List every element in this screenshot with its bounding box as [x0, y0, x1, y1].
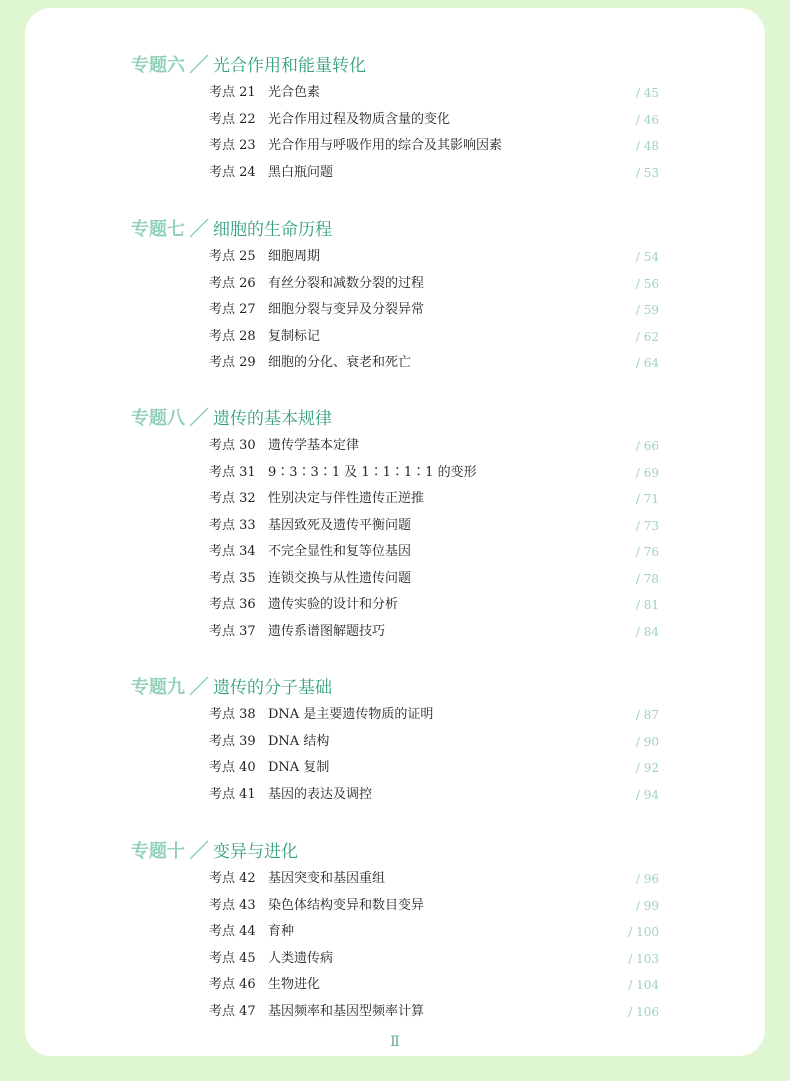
- entry-title: 性别决定与伴性遗传正逆推: [268, 491, 425, 506]
- toc-entry[interactable]: [25, 919, 765, 945]
- entry-code: 考点 22: [209, 111, 256, 127]
- toc-page: [25, 8, 765, 1056]
- toc-entry[interactable]: [25, 297, 765, 323]
- entry-page: / 99: [635, 898, 659, 913]
- entry-page: / 78: [635, 571, 659, 586]
- entry-title: DNA 复制: [268, 760, 330, 775]
- section-label: 专题六: [131, 55, 185, 76]
- section-title: [131, 52, 366, 80]
- toc-entry[interactable]: [25, 893, 765, 919]
- section-label: 专题八: [131, 408, 185, 429]
- toc-entry[interactable]: [25, 782, 765, 808]
- entry-title: 基因突变和基因重组: [268, 871, 386, 886]
- entry-code: 考点 42: [209, 871, 256, 886]
- entry-code: 考点 46: [209, 977, 256, 992]
- entry-title: 遗传学基本定律: [268, 438, 360, 453]
- section-title: [131, 674, 332, 702]
- entry-page: / 54: [635, 250, 659, 264]
- entry-page: / 90: [635, 734, 659, 749]
- entry-page: / 92: [635, 761, 659, 775]
- section-label: 专题九: [131, 677, 185, 698]
- entry-page: / 59: [635, 303, 659, 317]
- toc-entry[interactable]: [25, 80, 765, 106]
- toc-entry[interactable]: [25, 702, 765, 728]
- entry-code: 考点 43: [209, 897, 256, 913]
- section-title: [131, 838, 298, 866]
- entry-title: 人类遗传病: [268, 950, 334, 966]
- entry-code: 考点 34: [209, 544, 256, 559]
- entry-page: / 66: [635, 439, 659, 453]
- entry-page: / 71: [635, 492, 659, 506]
- entry-page: / 64: [635, 356, 659, 370]
- entry-page: / 69: [635, 465, 659, 480]
- entry-page: / 96: [635, 872, 659, 886]
- section-name: 细胞的生命历程: [213, 220, 332, 240]
- toc-entry[interactable]: [25, 729, 765, 755]
- toc-entry[interactable]: [25, 513, 765, 539]
- toc-entry[interactable]: [25, 324, 765, 350]
- slash-divider-icon: [187, 406, 211, 428]
- entry-page: / 56: [635, 276, 659, 291]
- entry-title: 基因致死及遗传平衡问题: [268, 517, 412, 533]
- slash-divider-icon: [187, 217, 211, 239]
- section-label: 专题七: [131, 219, 185, 240]
- entry-title: 黑白瓶问题: [268, 164, 334, 180]
- entry-page: / 106: [628, 1004, 659, 1019]
- entry-page: / 100: [628, 925, 659, 939]
- toc-entry[interactable]: [25, 244, 765, 270]
- entry-title: 连锁交换与从性遗传问题: [268, 570, 412, 586]
- toc-entry[interactable]: [25, 619, 765, 645]
- section-name: 遗传的分子基础: [213, 678, 332, 698]
- entry-code: 考点 32: [209, 491, 256, 506]
- toc-entry[interactable]: [25, 433, 765, 459]
- entry-title: 育种: [268, 924, 295, 939]
- toc-entry[interactable]: [25, 999, 765, 1025]
- entry-page: / 103: [628, 951, 659, 966]
- slash-divider-icon: [187, 839, 211, 861]
- entry-title: 遗传实验的设计和分析: [268, 597, 399, 612]
- entry-title: 有丝分裂和减数分裂的过程: [268, 275, 425, 291]
- entry-title: 遗传系谱图解题技巧: [268, 623, 386, 639]
- slash-divider-icon: [187, 53, 211, 75]
- entry-code: 考点 39: [209, 733, 256, 749]
- toc-entry[interactable]: [25, 350, 765, 376]
- entry-code: 考点 45: [209, 950, 256, 966]
- entry-code: 考点 40: [209, 760, 256, 775]
- entry-code: 考点 26: [209, 275, 256, 291]
- section-name: 光合作用和能量转化: [213, 56, 366, 76]
- entry-title: 不完全显性和复等位基因: [268, 544, 412, 559]
- entry-title: 9∶3∶3∶1 及 1∶1∶1∶1 的变形: [268, 464, 477, 480]
- entry-code: 考点 24: [209, 164, 256, 180]
- entry-title: 基因的表达及调控: [268, 786, 373, 802]
- section-name: 遗传的基本规律: [213, 409, 332, 429]
- slash-divider-icon: [187, 675, 211, 697]
- entry-code: 考点 21: [209, 85, 256, 100]
- entry-title: 细胞分裂与变异及分裂异常: [268, 302, 425, 317]
- entry-code: 考点 41: [209, 786, 256, 802]
- entry-code: 考点 37: [209, 623, 256, 639]
- toc-entry[interactable]: [25, 972, 765, 998]
- entry-code: 考点 23: [209, 138, 256, 153]
- entry-page: / 45: [635, 86, 659, 100]
- entry-title: 光合作用与呼吸作用的综合及其影响因素: [268, 138, 503, 153]
- entry-page: / 87: [635, 708, 659, 722]
- toc-entry[interactable]: [25, 866, 765, 892]
- entry-page: / 76: [635, 545, 659, 559]
- entry-page: / 94: [635, 787, 659, 802]
- entry-page: / 62: [635, 329, 659, 344]
- section-label: 专题十: [131, 841, 185, 862]
- toc-entry[interactable]: [25, 460, 765, 486]
- page-number: Ⅱ: [390, 1034, 400, 1050]
- entry-code: 考点 30: [209, 438, 256, 453]
- entry-title: 光合作用过程及物质含量的变化: [268, 111, 451, 127]
- entry-code: 考点 25: [209, 249, 256, 264]
- entry-title: DNA 是主要遗传物质的证明: [268, 707, 434, 722]
- entry-page: / 53: [635, 165, 659, 180]
- entry-page: / 73: [635, 518, 659, 533]
- section-name: 变异与进化: [213, 842, 298, 862]
- entry-code: 考点 33: [209, 517, 256, 533]
- toc-entry[interactable]: [25, 271, 765, 297]
- entry-page: / 48: [635, 139, 659, 153]
- entry-title: 细胞的分化、衰老和死亡: [268, 355, 412, 370]
- entry-code: 考点 27: [209, 302, 256, 317]
- toc-entry[interactable]: [25, 160, 765, 186]
- entry-title: 光合色素: [268, 85, 321, 100]
- toc-entry[interactable]: [25, 755, 765, 781]
- entry-title: 基因频率和基因型频率计算: [268, 1003, 425, 1019]
- entry-code: 考点 38: [209, 707, 256, 722]
- section-title: [131, 405, 332, 433]
- entry-page: / 84: [635, 624, 659, 639]
- entry-code: 考点 35: [209, 570, 256, 586]
- entry-code: 考点 28: [209, 328, 256, 344]
- entry-title: 复制标记: [268, 328, 321, 344]
- toc-entry[interactable]: [25, 946, 765, 972]
- toc-entry[interactable]: [25, 592, 765, 618]
- toc-entry[interactable]: [25, 539, 765, 565]
- entry-title: 生物进化: [268, 977, 321, 992]
- entry-code: 考点 47: [209, 1003, 256, 1019]
- entry-page: / 81: [635, 598, 659, 612]
- toc-entry[interactable]: [25, 107, 765, 133]
- entry-title: DNA 结构: [268, 733, 330, 749]
- entry-title: 染色体结构变异和数目变异: [268, 897, 425, 913]
- entry-title: 细胞周期: [268, 249, 321, 264]
- section-title: [131, 216, 332, 244]
- toc-entry[interactable]: [25, 486, 765, 512]
- entry-page: / 46: [635, 112, 659, 127]
- toc-entry[interactable]: [25, 566, 765, 592]
- entry-code: 考点 29: [209, 355, 256, 370]
- entry-code: 考点 44: [209, 924, 256, 939]
- entry-code: 考点 31: [209, 464, 256, 480]
- entry-page: / 104: [628, 978, 659, 992]
- entry-code: 考点 36: [209, 597, 256, 612]
- toc-entry[interactable]: [25, 133, 765, 159]
